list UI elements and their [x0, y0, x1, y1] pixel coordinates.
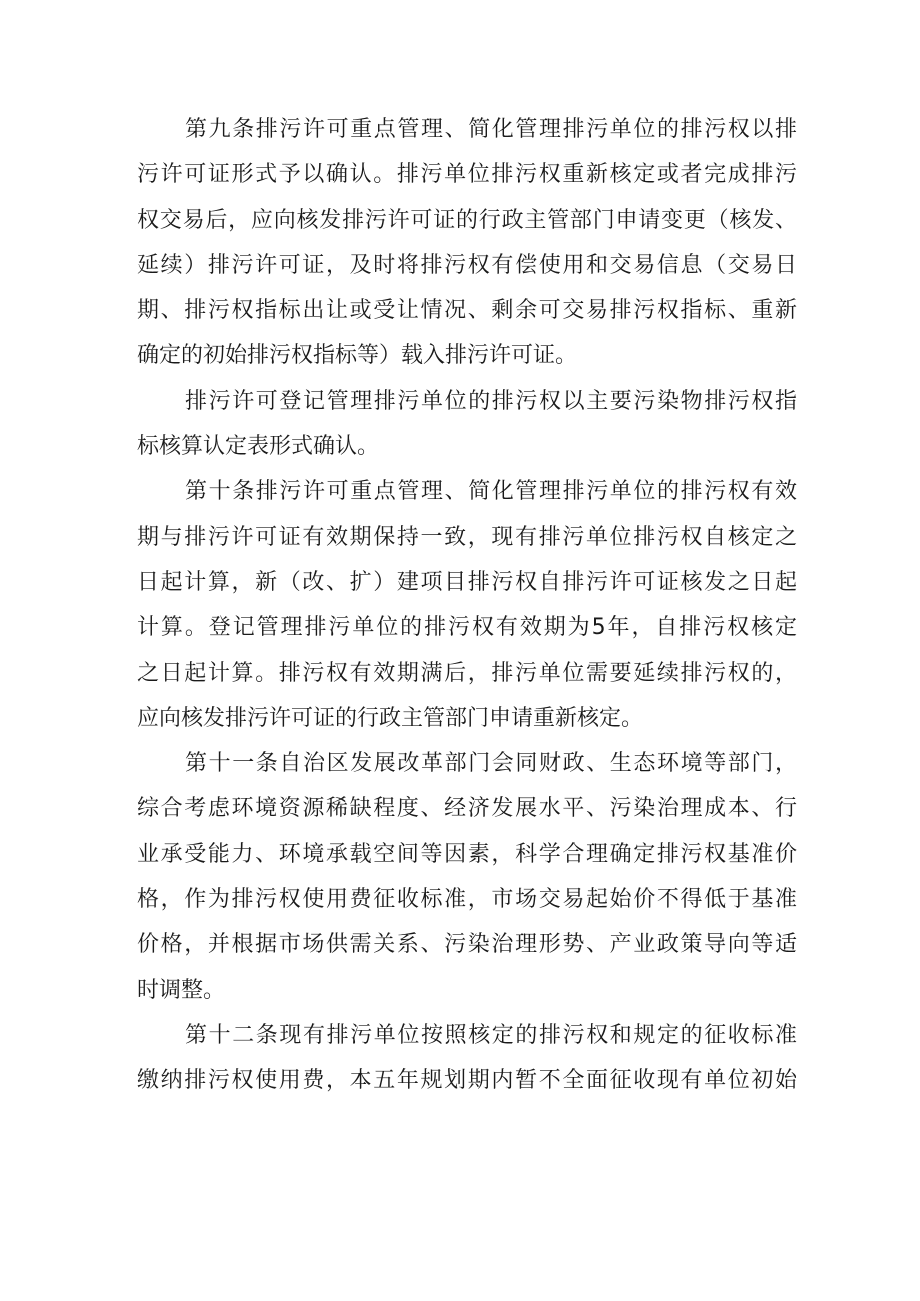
text-line: 第十二条现有排污单位按照核定的排污权和规定的征收标准	[185, 1022, 797, 1048]
paragraph-article-9	[137, 107, 797, 379]
document-body	[137, 107, 797, 1104]
text-line: 污许可证形式予以确认。排污单位排污权重新核定或者完成排污	[137, 162, 797, 188]
text-line: 应向核发排污许可证的行政主管部门申请重新核定。	[137, 705, 644, 731]
text-line: 缴纳排污权使用费，本五年规划期内暂不全面征收现有单位初始	[137, 1068, 797, 1094]
text-line: 价格，并根据市场供需关系、污染治理形势、产业政策导向等适	[137, 932, 797, 958]
text-line: 第十条排污许可重点管理、简化管理排污单位的排污权有效	[185, 479, 797, 505]
text-line: 业承受能力、环境承载空间等因素，科学合理确定排污权基准价	[137, 841, 797, 867]
text-line: 格，作为排污权使用费征收标准，市场交易起始价不得低于基准	[137, 887, 797, 913]
paragraph-article-11	[137, 741, 797, 1013]
paragraph-article-12	[137, 1013, 797, 1104]
text-line: 期与排污许可证有效期保持一致，现有排污单位排污权自核定之	[137, 524, 797, 550]
paragraph-registration-management	[137, 379, 797, 470]
text-line: 确定的初始排污权指标等）载入排污许可证。	[137, 343, 578, 369]
text-line: 期、排污权指标出让或受让情况、剩余可交易排污权指标、重新	[137, 298, 797, 324]
text-line: 权交易后，应向核发排污许可证的行政主管部门申请变更（核发、	[137, 207, 797, 233]
text-line: 第九条排污许可重点管理、简化管理排污单位的排污权以排	[185, 117, 797, 142]
paragraph-article-10	[137, 469, 797, 741]
text-line: 计算。登记管理排污单位的排污权有效期为5年，自排污权核定	[137, 615, 797, 641]
text-line: 延续）排污许可证，及时将排污权有偿使用和交易信息（交易日	[137, 252, 797, 278]
text-line: 综合考虑环境资源稀缺程度、经济发展水平、污染治理成本、行	[137, 796, 797, 822]
text-line: 标核算认定表形式确认。	[137, 434, 380, 460]
text-line: 时调整。	[137, 977, 226, 1003]
text-line: 第十一条自治区发展改革部门会同财政、生态环境等部门，	[185, 751, 797, 777]
text-line: 之日起计算。排污权有效期满后，排污单位需要延续排污权的，	[137, 660, 797, 686]
text-line: 日起计算，新（改、扩）建项目排污权自排污许可证核发之日起	[137, 569, 797, 595]
text-line: 排污许可登记管理排污单位的排污权以主要污染物排污权指	[185, 388, 797, 414]
